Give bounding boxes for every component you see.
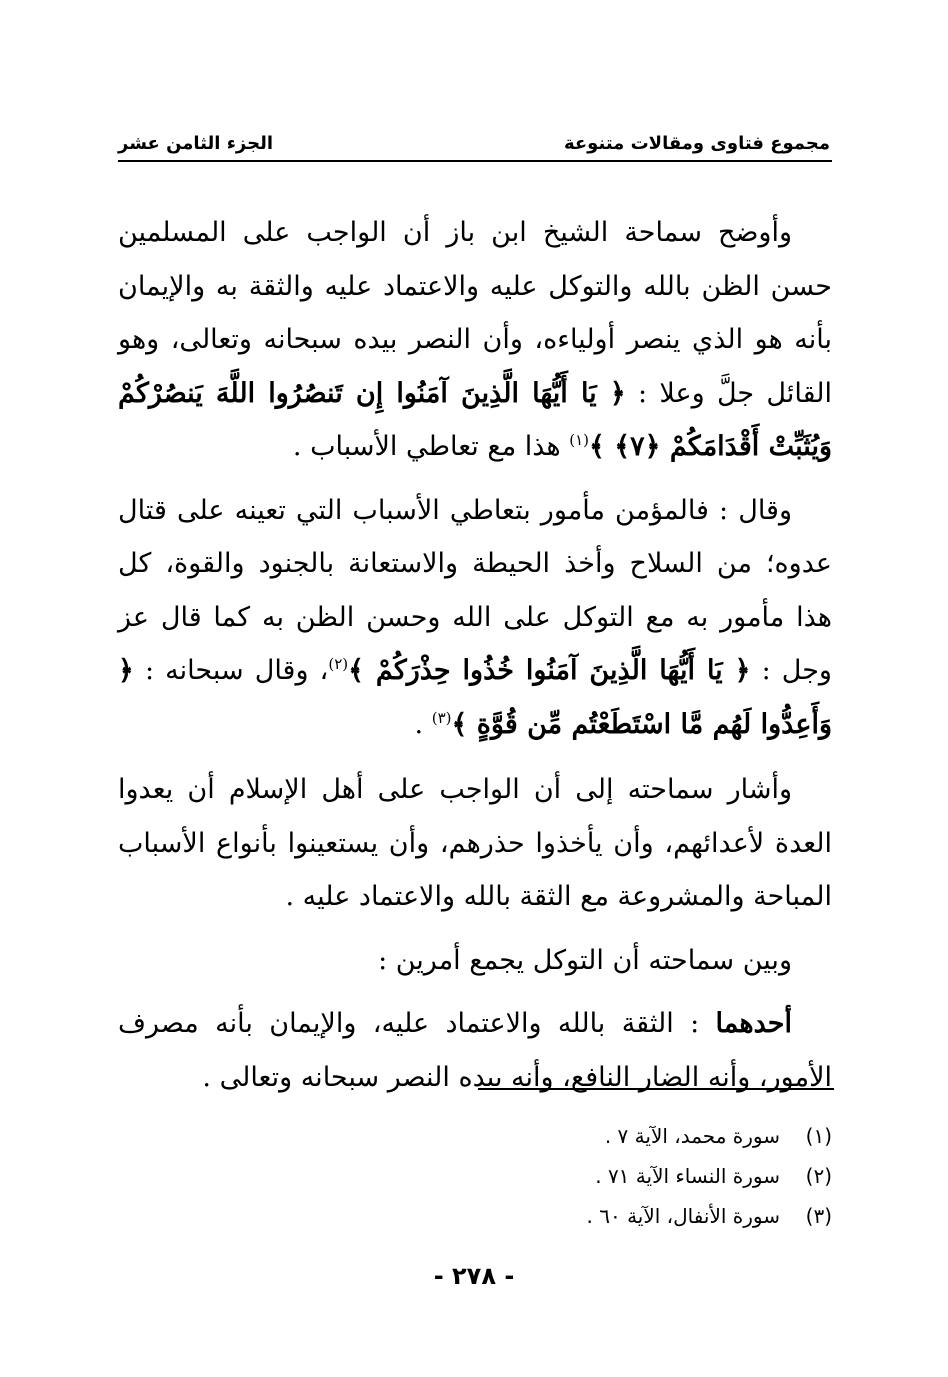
page-number: - ٢٧٨ - xyxy=(433,1262,515,1290)
footnote-text: سورة محمد، الآية ٧ . xyxy=(604,1124,780,1148)
paragraph-2 xyxy=(118,484,832,752)
footnote-number: (٣) xyxy=(805,1204,832,1228)
footnote-text: سورة الأنفال، الآية ٦٠ . xyxy=(586,1204,780,1228)
footnote-marker-1: (١) xyxy=(569,431,590,449)
paragraph-5-lead: أحدهما xyxy=(715,1008,792,1039)
paragraph-1 xyxy=(118,206,832,474)
book-title: مجموع فتاوى ومقالات متنوعة xyxy=(563,133,830,154)
quran-verse-3: ﴿ وَأَعِدُّوا لَهُم مَّا اسْتَطَعْتُم مِّن قُوَّةٍ ﴾ xyxy=(118,655,832,740)
footnote-marker-3: (٣) xyxy=(431,708,452,727)
paragraph-2-text-end: . xyxy=(414,708,432,740)
footnote-2 xyxy=(118,1156,832,1196)
volume-label: الجزء الثامن عشر xyxy=(118,133,274,154)
footnote-3 xyxy=(118,1196,832,1236)
quran-verse-1: ﴿ يَا أَيُّهَا الَّذِينَ آمَنُوا إِن تَنصُرُوا اللَّهَ يَنصُرْكُمْ وَيُثَبِّتْ أَقْدَامَكُمْ ﴿٧﴾ ﴾ xyxy=(118,377,832,462)
paragraph-2-text-mid: ، وقال سبحانه : xyxy=(133,655,329,686)
footnote-separator xyxy=(478,1088,834,1090)
paragraph-4 xyxy=(118,934,832,988)
paragraph-2-text: وقال : فالمؤمن مأمور بتعاطي الأسباب التي تعينه على قتال عدوه؛ من السلاح وأخذ الحيطة والاستعانة بالجنود والقوة، كل هذا مأمور به مع التوكل على الله وحسن الظن به كما قال عز وجل : xyxy=(118,494,832,686)
running-header xyxy=(118,120,830,154)
footnote-number: (٢) xyxy=(805,1164,832,1188)
paragraph-1-text: وأوضح سماحة الشيخ ابن باز أن الواجب على المسلمين حسن الظن بالله والتوكل عليه والاعتماد عليه والثقة به والإيمان بأنه هو الذي ينصر أولياءه، وأن النصر بيده سبحانه وتعالى، وهو القائل جلَّ وعلا : xyxy=(118,217,832,409)
main-text xyxy=(118,206,832,1116)
footnote-text: سورة النساء الآية ٧١ . xyxy=(595,1164,780,1188)
footnotes xyxy=(118,1116,832,1236)
header-rule xyxy=(118,160,832,162)
paragraph-4-text: وبين سماحته أن التوكل يجمع أمرين : xyxy=(378,944,792,976)
footnote-number: (١) xyxy=(805,1124,832,1148)
footnote-1 xyxy=(118,1116,832,1156)
quran-verse-2: ﴿ يَا أَيُّهَا الَّذِينَ آمَنُوا خُذُوا حِذْرَكُمْ ﴾ xyxy=(348,655,751,686)
footnote-marker-2: (٢) xyxy=(328,655,349,673)
paragraph-3-text: وأشار سماحته إلى أن الواجب على أهل الإسلام أن يعدوا العدة لأعدائهم، وأن يأخذوا حذرهم، وأن يستعينوا بأنواع الأسباب المباحة والمشروعة مع الثقة بالله والاعتماد عليه . xyxy=(118,774,832,912)
paragraph-1-text-end: هذا مع تعاطي الأسباب . xyxy=(292,431,570,462)
paragraph-5-text: : الثقة بالله والاعتماد عليه، والإيمان بأنه مصرف الأمور، وأنه الضار النافع، وأنه بيده النصر سبحانه وتعالى . xyxy=(118,1008,832,1093)
paragraph-3 xyxy=(118,763,832,924)
